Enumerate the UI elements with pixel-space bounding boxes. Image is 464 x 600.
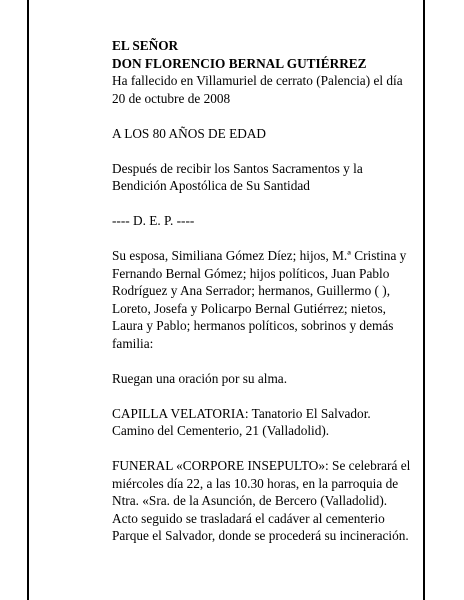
funeral-line: miércoles día 22, a las 10.30 horas, en la parroquia de <box>112 475 399 491</box>
funeral-line: Ntra. «Sra. de la Asunción, de Bercero (Valladolid). <box>112 493 388 508</box>
sacraments-paragraph <box>112 160 434 195</box>
sacraments-line-1: Después de recibir los Santos Sacramentos y la <box>112 160 363 176</box>
family-line: Rodríguez y Ana Serrador; hermanos, Guillermo ( ), <box>112 283 391 298</box>
death-place-line: Ha fallecido en Villamuriel de cerrato (Palencia) el día <box>112 73 403 88</box>
title-honorific: EL SEÑOR <box>112 38 179 53</box>
funeral-line: Acto seguido se trasladará el cadáver al cementerio <box>112 510 385 526</box>
rip-line: ---- D. E. P. ---- <box>112 213 195 228</box>
chapel-line-2: Camino del Cementerio, 21 (Valladolid). <box>112 423 330 438</box>
family-line: Su esposa, Similiana Gómez Díez; hijos, M.ª Cristina y <box>112 248 407 263</box>
deceased-header <box>112 37 434 107</box>
family-line: Fernando Bernal Gómez; hijos políticos, Juan Pablo <box>112 265 390 281</box>
deceased-name: DON FLORENCIO BERNAL GUTIÉRREZ <box>112 55 367 71</box>
chapel-paragraph <box>112 405 434 440</box>
chapel-line-1: CAPILLA VELATORIA: Tanatorio El Salvador. <box>112 405 371 421</box>
funeral-line: Parque el Salvador, donde se procederá su incineración. <box>112 528 409 543</box>
funeral-line: FUNERAL «CORPORE INSEPULTO»: Se celebrará el <box>112 458 411 473</box>
age-line: A LOS 80 AÑOS DE EDAD <box>112 125 267 141</box>
prayer-line: Ruegan una oración por su alma. <box>112 370 288 386</box>
obituary-notice <box>112 37 434 562</box>
family-line: familia: <box>112 335 154 351</box>
funeral-paragraph <box>112 457 434 545</box>
death-date-line: 20 de octubre de 2008 <box>112 90 231 106</box>
family-paragraph <box>112 247 434 352</box>
family-line: Loreto, Josefa y Policarpo Bernal Gutiérrez; nietos, <box>112 300 386 316</box>
sacraments-line-2: Bendición Apostólica de Su Santidad <box>112 178 310 193</box>
family-line: Laura y Pablo; hermanos políticos, sobrinos y demás <box>112 318 394 333</box>
